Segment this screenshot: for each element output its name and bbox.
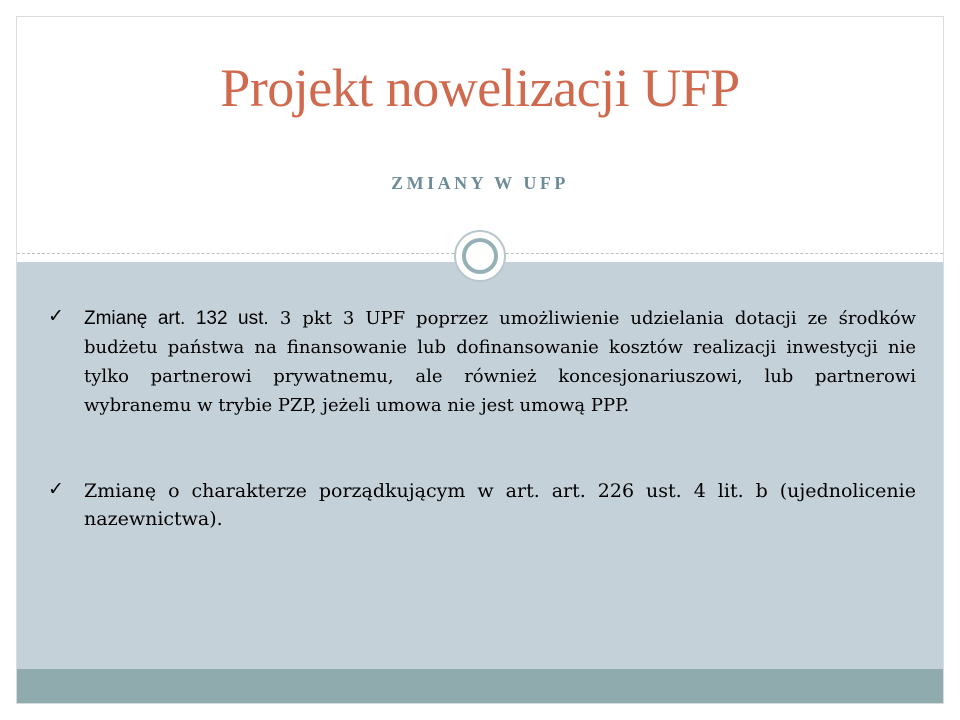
slide-subtitle: ZMIANY W UFP bbox=[391, 173, 569, 193]
bullet-body: 3 pkt 3 UPF poprzez umożliwienie udzielania dotacji ze środków budżetu państwa na finansowanie lub dofinansowanie kosztów realizacji inwestycji nie tylko partnerowi prywatnemu, ale również koncesjonariuszowi, lub partnerowi wybranemu w trybie PZP, jeżeli umowa nie jest umową PPP. bbox=[84, 308, 917, 416]
checkmark-icon: ✓ bbox=[48, 478, 64, 500]
bullet-text bbox=[84, 304, 916, 420]
content-area bbox=[17, 262, 943, 669]
title-area bbox=[17, 17, 943, 262]
checkmark-icon: ✓ bbox=[48, 305, 64, 327]
slide bbox=[17, 17, 943, 703]
footer-band bbox=[17, 669, 943, 703]
bullet-lead: Zmianę art. 132 ust. bbox=[84, 308, 269, 329]
slide-title: Projekt nowelizacji UFP bbox=[220, 58, 740, 118]
circle-ornament-inner bbox=[462, 238, 498, 274]
circle-ornament-icon bbox=[454, 230, 506, 282]
bullet-text: Zmianę o charakterze porządkującym w art. art. 226 ust. 4 lit. b (ujednolicenie nazewnictwa). bbox=[84, 480, 916, 530]
